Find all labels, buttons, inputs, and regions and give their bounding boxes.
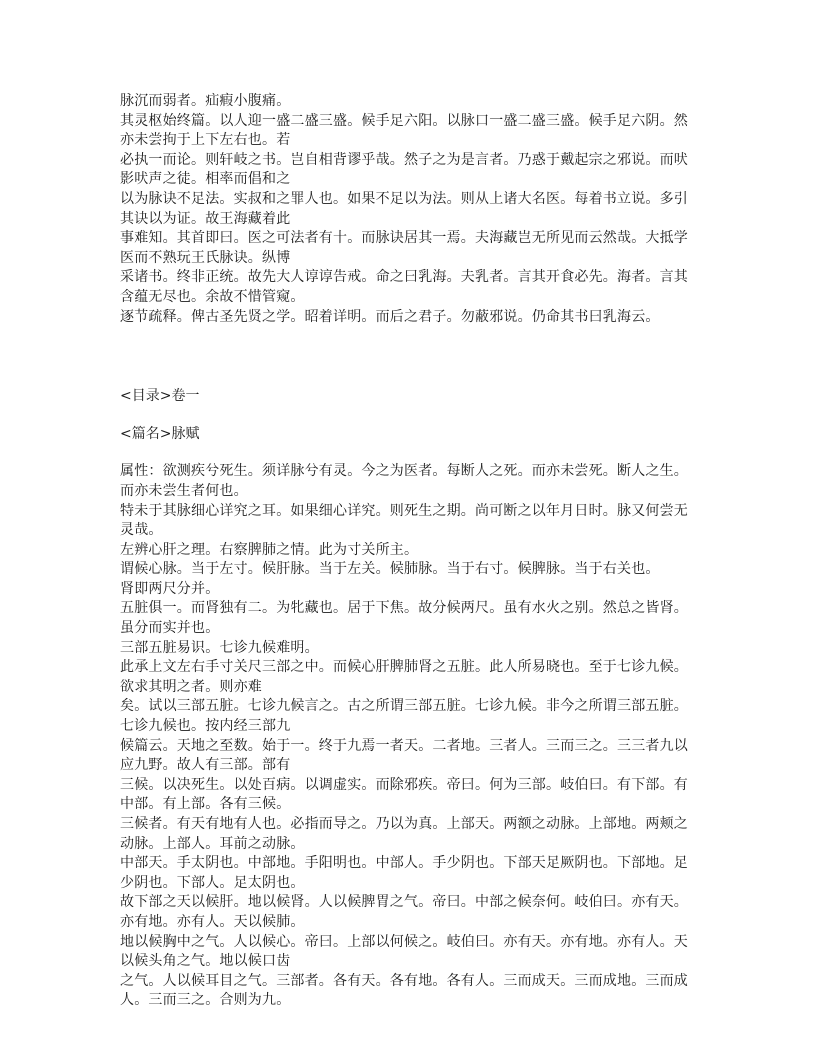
preface-line: 逐节疏释。俾古圣先贤之学。昭着详明。而后之君子。勿蔽邪说。仍命其书曰乳海云。 [120,308,660,325]
body-line: 左辨心肝之理。右察脾肺之情。此为寸关所主。 [120,541,419,558]
body-line: 中部天。手太阴也。中部地。手阳明也。中部人。手少阴也。下部天足厥阴也。下部地。足少阴也。下部人。足太阴也。 [120,855,688,891]
preface-section [120,92,700,327]
section-heading: <篇名>脉赋 [120,425,200,442]
body-line: 之气。人以候耳目之气。三部者。各有天。各有地。各有人。三而成天。三而成地。三而成人。三而三之。合则为九。 [120,972,688,1009]
body-line: 谓候心脉。当于左寸。候肝脉。当于左关。候肺脉。当于右寸。候脾脉。当于右关也。 [120,561,660,578]
body-section [120,462,700,1011]
body-line: 故下部之天以候肝。地以候肾。人以候脾胃之气。帝曰。中部之候奈何。岐伯曰。亦有天。亦有地。亦有人。天以候肺。 [120,894,688,930]
body-line: 此承上文左右手寸关尺三部之中。而候心肝脾肺肾之五脏。此人所易晓也。至于七诊九候。欲求其明之者。则亦难 [120,659,688,695]
body-line: 五脏俱一。而肾独有二。为牝藏也。居于下焦。故分候两尺。虽有水火之别。然总之皆肾。虽分而实并也。 [120,600,688,637]
preface-line: 其灵枢始终篇。以人迎一盛二盛三盛。候手足六阳。以脉口一盛二盛三盛。候手足六阴。然亦未尝拘于上下左右也。若 [120,112,688,149]
toc-heading: <目录>卷一 [120,388,200,405]
body-line: 肾即两尺分并。 [120,580,220,597]
preface-line: 脉沉而弱者。疝瘕小腹痛。 [120,93,291,109]
preface-line: 以为脉诀不足法。实叔和之罪人也。如果不足以为法。则从上诸大名医。每着书立说。多引其诀以为证。故王海藏着此 [120,190,688,227]
body-line: 地以候胸中之气。人以候心。帝曰。上部以何候之。岐伯曰。亦有天。亦有地。亦有人。天以候头角之气。地以候口齿 [120,933,688,970]
body-line: 三部五脏易识。七诊九候难明。 [120,639,319,656]
preface-line: 必执一而论。则轩岐之书。岂自相背谬乎哉。然子之为是言者。乃惑于戴起宗之邪说。而吠影吠声之徒。相率而倡和之 [120,151,688,188]
preface-line: 事难知。其首即曰。医之可法者有十。而脉诀居其一焉。夫海藏岂无所见而云然哉。大抵学医而不熟玩王氏脉诀。纵博 [120,230,688,266]
body-line: 候篇云。天地之至数。始于一。终于九焉一者天。二者地。三者人。三而三之。三三者九以应九野。故人有三部。部有 [120,737,688,774]
body-line: 三候。以决死生。以处百病。以调虚实。而除邪疾。帝曰。何为三部。岐伯曰。有下部。有中部。有上部。各有三候。 [120,776,688,813]
body-line: 特未于其脉细心详究之耳。如果细心详究。则死生之期。尚可断之以年月日时。脉又何尝无灵哉。 [120,502,688,539]
preface-line: 采诸书。终非正统。故先大人谆谆告戒。命之曰乳海。夫乳者。言其开食必先。海者。言其含蕴无尽也。余故不惜管窥。 [120,269,688,305]
body-line: 属性：欲测疾兮死生。须详脉兮有灵。今之为医者。每断人之死。而亦未尝死。断人之生。而亦未尝生者何也。 [120,463,688,499]
document-page [120,92,700,1011]
body-line: 矣。试以三部五脏。七诊九候言之。古之所谓三部五脏。七诊九候。非今之所谓三部五脏。七诊九候也。按内经三部九 [120,698,688,735]
body-line: 三候者。有天有地有人也。必指而导之。乃以为真。上部天。两额之动脉。上部地。两颊之动脉。上部人。耳前之动脉。 [120,816,688,852]
